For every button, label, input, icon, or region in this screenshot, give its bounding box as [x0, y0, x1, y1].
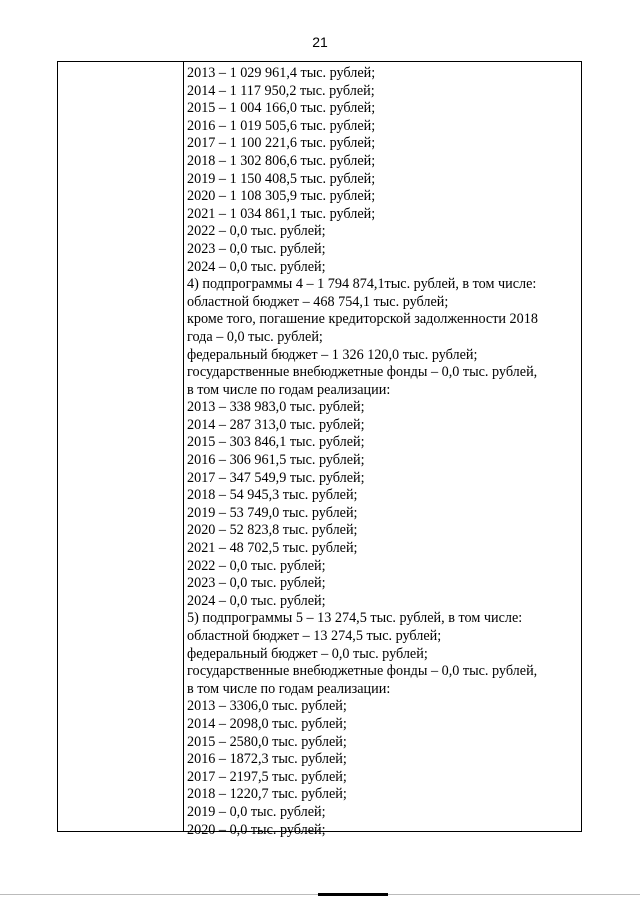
text-line: кроме того, погашение кредиторской задолженности 2018 [187, 311, 538, 328]
text-line: в том числе по годам реализации: [187, 381, 391, 398]
text-line: 2018 – 1 302 806,6 тыс. рублей; [187, 152, 376, 169]
text-line: в том числе по годам реализации: [187, 680, 391, 697]
text-line: 2019 – 53 749,0 тыс. рублей; [187, 504, 358, 521]
text-line: 2021 – 1 034 861,1 тыс. рублей; [187, 205, 376, 222]
text-line: года – 0,0 тыс. рублей; [187, 328, 323, 345]
text-line: 2023 – 0,0 тыс. рублей; [187, 575, 326, 592]
text-line: государственные внебюджетные фонды – 0,0 тыс. рублей, [187, 364, 538, 381]
text-line: 2024 – 0,0 тыс. рублей; [187, 592, 326, 609]
text-line: 2023 – 0,0 тыс. рублей; [187, 240, 326, 257]
text-line: 2017 – 1 100 221,6 тыс. рублей; [187, 135, 376, 152]
text-line: 2018 – 54 945,3 тыс. рублей; [187, 487, 358, 504]
text-line: 5) подпрограммы 5 – 13 274,5 тыс. рублей, в том числе: [187, 610, 523, 627]
funding-table [57, 61, 582, 838]
text-line: 4) подпрограммы 4 – 1 794 874,1тыс. рублей, в том числе: [187, 276, 537, 293]
text-line: 2016 – 1 019 505,6 тыс. рублей; [187, 117, 376, 134]
text-line: федеральный бюджет – 0,0 тыс. рублей; [187, 645, 428, 662]
text-line: 2024 – 0,0 тыс. рублей; [187, 258, 326, 275]
text-line: 2014 – 2098,0 тыс. рублей; [187, 715, 347, 732]
text-line: 2017 – 347 549,9 тыс. рублей; [187, 469, 365, 486]
text-line: 2018 – 1220,7 тыс. рублей; [187, 786, 347, 803]
text-line: 2019 – 1 150 408,5 тыс. рублей; [187, 170, 376, 187]
column-divider [183, 62, 184, 831]
text-line: 2013 – 3306,0 тыс. рублей; [187, 698, 347, 715]
text-line: 2022 – 0,0 тыс. рублей; [187, 557, 326, 574]
text-line: областной бюджет – 13 274,5 тыс. рублей; [187, 628, 442, 644]
text-line: государственные внебюджетные фонды – 0,0 тыс. рублей, [187, 663, 538, 680]
text-line: 2021 – 48 702,5 тыс. рублей; [187, 540, 358, 557]
funding-text-cell [187, 65, 577, 839]
text-line: 2020 – 52 823,8 тыс. рублей; [187, 522, 358, 539]
text-line: 2016 – 306 961,5 тыс. рублей; [187, 452, 365, 469]
text-line: 2017 – 2197,5 тыс. рублей; [187, 768, 347, 785]
text-line: 2014 – 1 117 950,2 тыс. рублей; [187, 82, 375, 99]
text-line: федеральный бюджет – 1 326 120,0 тыс. рублей; [187, 346, 478, 363]
text-line: 2019 – 0,0 тыс. рублей; [187, 803, 326, 820]
bottom-scan-mark [318, 893, 388, 896]
text-line: 2013 – 338 983,0 тыс. рублей; [187, 399, 365, 416]
text-line: 2016 – 1872,3 тыс. рублей; [187, 751, 347, 768]
text-line: 2013 – 1 029 961,4 тыс. рублей; [187, 65, 376, 81]
text-line: 2020 – 0,0 тыс. рублей; [187, 821, 326, 838]
text-line: 2022 – 0,0 тыс. рублей; [187, 223, 326, 240]
page-number: 21 [312, 34, 328, 50]
text-line: 2014 – 287 313,0 тыс. рублей; [187, 416, 365, 433]
text-line: областной бюджет – 468 754,1 тыс. рублей; [187, 293, 449, 310]
text-line: 2020 – 1 108 305,9 тыс. рублей; [187, 188, 376, 205]
text-line: 2015 – 2580,0 тыс. рублей; [187, 733, 347, 750]
text-line: 2015 – 303 846,1 тыс. рублей; [187, 434, 365, 451]
text-line: 2015 – 1 004 166,0 тыс. рублей; [187, 100, 376, 117]
